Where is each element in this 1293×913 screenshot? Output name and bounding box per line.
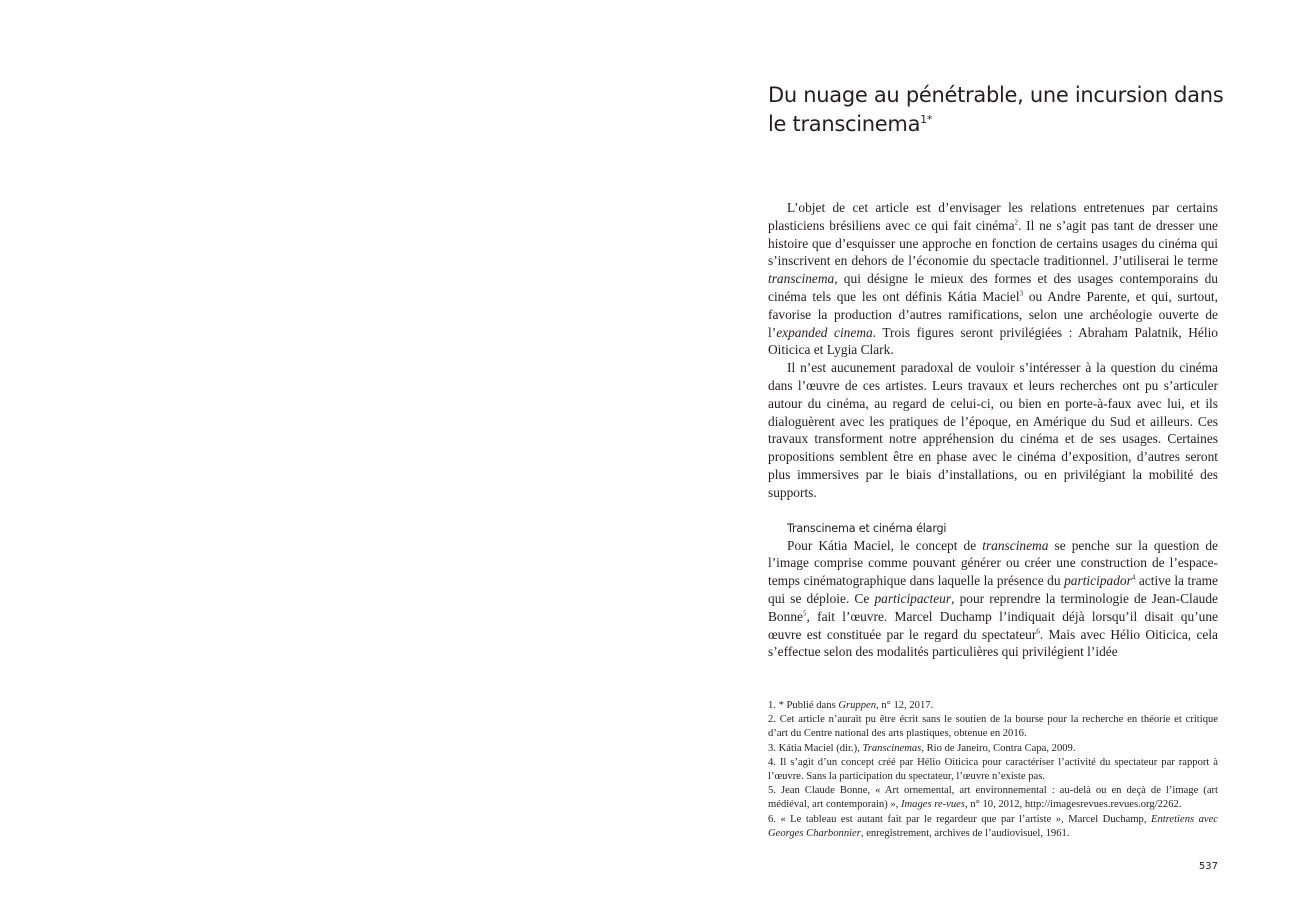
paragraph-3 xyxy=(768,537,1218,662)
paragraph-1-text-e: . Trois figures seront privilégiées : Abraham Palatnik, Hélio Oiticica et Lygia Clark. xyxy=(768,324,1218,358)
footnote-2: 2. Cet article n’aurait pu être écrit sans le soutien de la bourse pour la recherche en théorie et critique d’art du Centre national des arts plastiques, obtenue en 2016. xyxy=(768,714,1218,740)
footnote-6-text-b: , enregistrement, archives de l’audiovisuel, 1961. xyxy=(860,827,1070,839)
paragraph-3-text-a: Pour Kátia Maciel, le concept de xyxy=(787,537,983,553)
footnote-6-italic: Entretiens avec Georges Charbonnier xyxy=(768,813,1218,839)
footnote-ref-5: 5 xyxy=(802,609,807,618)
article-title-text: Du nuage au pénétrable, une incursion dans le transcinema xyxy=(768,83,1224,136)
paragraph-3-text-c: active la trame qui se déploie. Ce xyxy=(768,573,1219,606)
paragraph-1-text-c: , qui désigne le mieux des formes et des usages contemporains du cinéma tels que les ont définis Kátia Maciel xyxy=(768,271,1218,304)
footnote-1-italic: Gruppen xyxy=(838,700,877,711)
footnote-5-text-a: 5. Jean Claude Bonne, « Art ornemental, art environnemental : au-delà ou en deçà de l’image (art médiéval, art contemporain) », xyxy=(768,785,1218,811)
footnote-ref-3: 3 xyxy=(1019,289,1024,298)
footnote-3 xyxy=(768,742,1218,756)
paragraph-3-text-f: . Mais avec Hélio Oiticica, cela s’effectue selon des modalités particulières qui privilégient l’idée xyxy=(768,626,1218,660)
article-title xyxy=(768,81,1238,139)
paragraph-3-text-b: se penche sur la question de l’image comprise comme pouvant générer ou créer une construction de l’espace-temps cinématographique dans laquelle la présence du xyxy=(768,537,1218,589)
footnote-ref-6: 6 xyxy=(1036,627,1040,636)
paragraph-1-italic-expanded-cinema: expanded cinema xyxy=(776,324,873,340)
title-footnote-ref: 1* xyxy=(920,113,933,126)
footnote-3-italic: Transcinemas xyxy=(862,742,922,754)
page-number: 537 xyxy=(1198,861,1218,872)
paragraph-1-text-b: . Il ne s’agit pas tant de dresser une histoire que d’esquisser une approche en fonction de certains usages du cinéma qui s’inscrivent en dehors de l’économie du spectacle traditionnel. J’utiliserai le terme xyxy=(768,217,1218,269)
footnote-1-text-a: 1. * Publié dans xyxy=(768,700,839,711)
paragraph-3-text-e: , fait l’œuvre. Marcel Duchamp l’indiquait déjà lorsqu’il disait qu’une œuvre est constituée par le regard du spectateur xyxy=(768,608,1218,642)
paragraph-1-text-a: L’objet de cet article est d’envisager les relations entretenues par certains plasticiens brésiliens avec ce qui fait cinéma xyxy=(768,200,1218,233)
footnote-5 xyxy=(768,784,1218,812)
paragraph-1 xyxy=(768,199,1218,359)
footnote-5-text-b: , n° 10, 2012, http://imagesrevues.revues.org/2262. xyxy=(965,799,1182,811)
footnote-6 xyxy=(768,813,1218,841)
footnote-5-italic: Images re-vues xyxy=(900,799,965,811)
footnote-ref-4: 4 xyxy=(1131,573,1136,582)
footnote-6-text-a: 6. « Le tableau est autant fait par le regardeur que par l’artiste », Marcel Duchamp, xyxy=(768,813,1151,825)
section-heading: Transcinema et cinéma élargi xyxy=(787,521,947,535)
paragraph-2: Il n’est aucunement paradoxal de vouloir s’intéresser à la question du cinéma dans l’œuvre de ces artistes. Leurs travaux et leurs recherches ont pu s’articuler autour du cinéma, au regard de celui-ci, ou bien en porte-à-faux avec lui, et ils dialoguèrent avec les pratiques de l’époque, en Amérique du Sud et ailleurs. Ces travaux transforment notre appréhension du cinéma et de ses usages. Certaines propositions semblent être en phase avec le cinéma d’exposition, d’autres seront plus immersives par le biais d’installations, ou en privilégiant la mobilité des supports. xyxy=(768,360,1218,500)
footnote-3-text-b: , Rio de Janeiro, Contra Capa, 2009. xyxy=(921,742,1076,754)
article-body xyxy=(768,199,1218,661)
paragraph-1-italic-transcinema: transcinema xyxy=(768,271,835,287)
footnote-4: 4. Il s’agit d’un concept créé par Hélio Oiticica pour caractériser l’activité du spectateur par rapport à l’œuvre. Sans la participation du spectateur, l’œuvre n’existe pas. xyxy=(768,756,1218,783)
paragraph-3-italic-participacteur: participacteur xyxy=(874,590,952,606)
paragraph-3-text-d: , pour reprendre la terminologie de Jean-Claude Bonne xyxy=(768,590,1218,624)
paragraph-3-italic-participador: participador xyxy=(1064,573,1132,589)
paragraph-3-italic-transcinema: transcinema xyxy=(982,537,1049,553)
footnote-3-text-a: 3. Kátia Maciel (dir.), xyxy=(768,742,863,754)
left-page-blank xyxy=(0,0,646,913)
footnote-1 xyxy=(768,699,1218,713)
paragraph-1-text-d: ou Andre Parente, et qui, surtout, favorise la production d’autres ramifications, selon une archéologie ouverte de l’ xyxy=(768,288,1218,340)
footnotes xyxy=(768,699,1218,841)
footnote-1-text-b: , n° 12, 2017. xyxy=(876,700,934,711)
footnote-ref-2: 2 xyxy=(1014,218,1019,227)
